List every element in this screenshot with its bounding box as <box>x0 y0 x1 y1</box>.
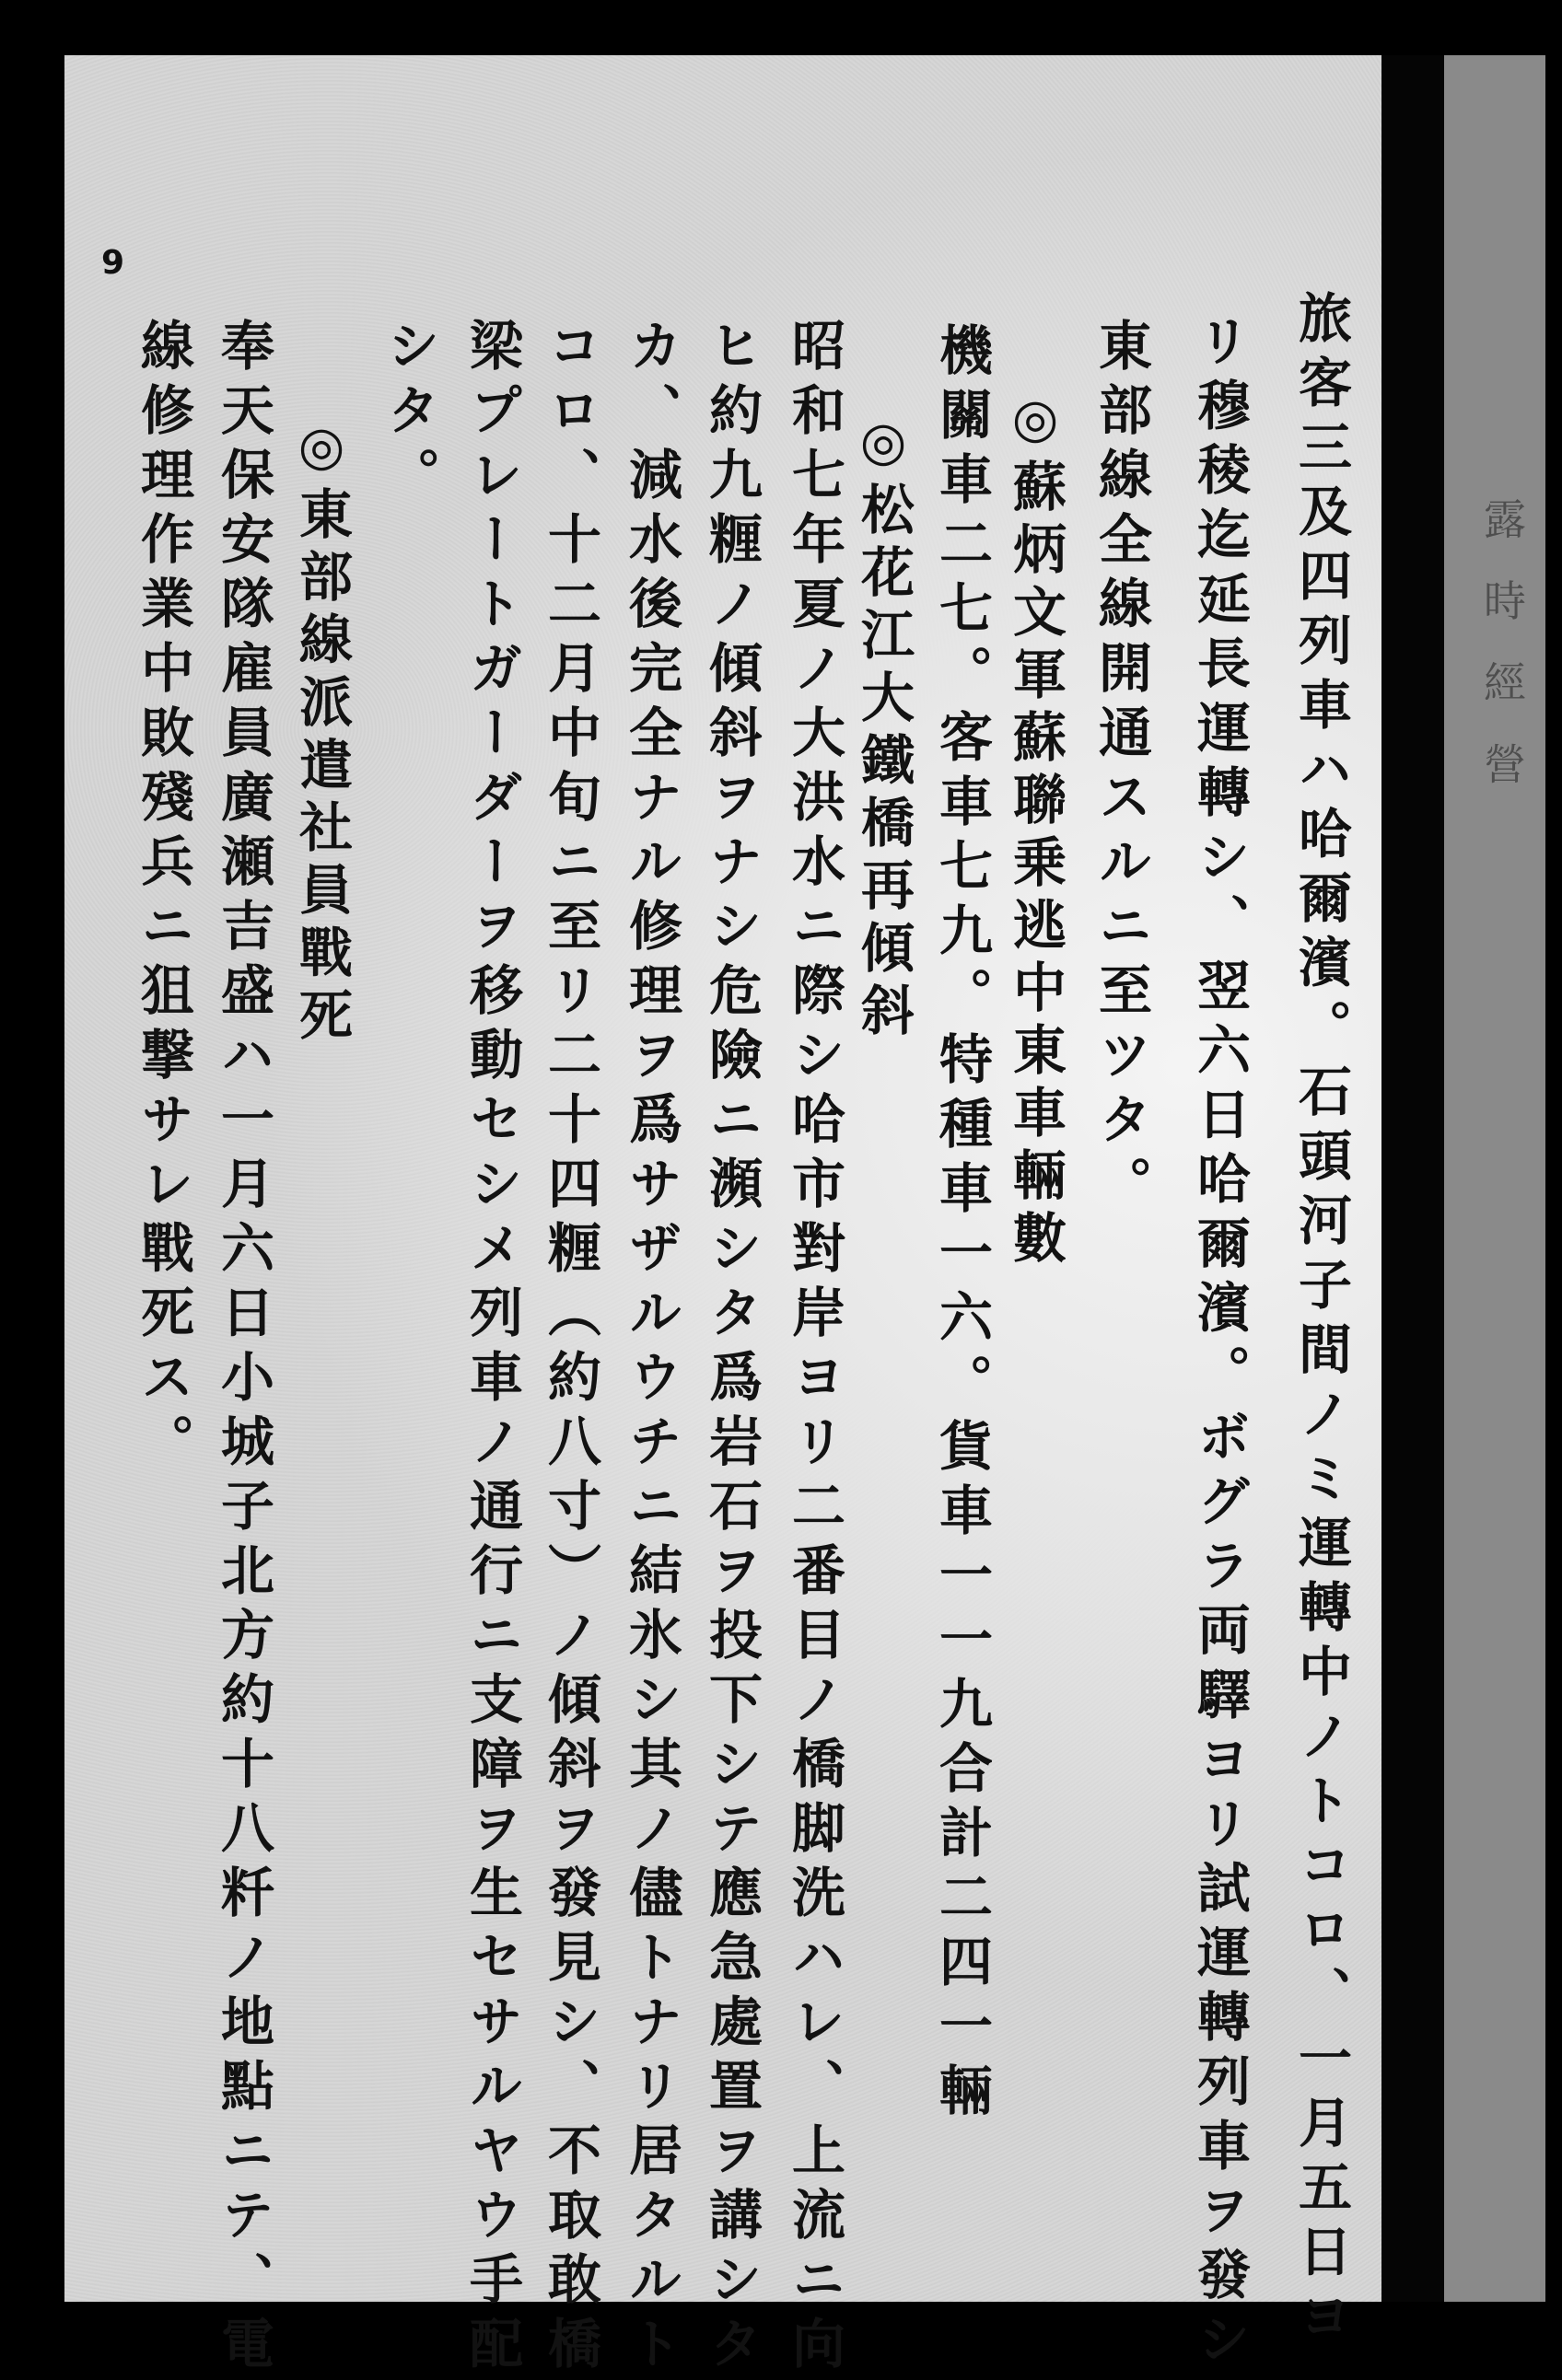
text-line-15: 線修理作業中敗殘兵ニ狙撃サレ戰死ス。 <box>132 318 194 1478</box>
text-line-8: ヒ約九糎ノ傾斜ヲナシ危險ニ瀕シタ爲岩石ヲ投下シテ應急處置ヲ講シタ <box>700 318 763 2380</box>
facing-page-edge <box>1444 55 1545 2302</box>
text-line-5: 機關車二七。客車七九。特種車一六。貨車一一九合計二四一輛 <box>930 322 993 2127</box>
text-line-3: 東部線全線開通スルニ至ツタ。 <box>1090 318 1152 1220</box>
text-line-2: リ穆稜迄延長運轉シ、翌六日哈爾濱。ボグラ両驛ヨリ試運轉列車ヲ發シ <box>1188 313 1251 2375</box>
book-gutter <box>1381 55 1444 2302</box>
text-line-12: シタ。 <box>378 318 440 511</box>
text-line-10: コロ、十二月中旬ニ至リ二十四糎（約八寸）ノ傾斜ヲ發見シ、不取敢橋 <box>539 318 601 2380</box>
section-heading-2: ◎松花江大鐵橋再傾斜 <box>852 410 915 1045</box>
section-heading-3: ◎東部線派遣社員戰死 <box>290 414 353 1050</box>
text-line-11: 梁プレートガーダーヲ移動セシメ列車ノ通行ニ支障ヲ生セサルヤウ手配 <box>460 318 523 2380</box>
section-heading-1: ◎蘇炳文軍蘇聯乗逃中東車輛數 <box>1004 387 1067 1272</box>
page-number: 9 <box>101 244 125 282</box>
running-head: 露 時 經 營 <box>1477 497 1527 797</box>
text-line-7: 昭和七年夏ノ大洪水ニ際シ哈市對岸ヨリ二番目ノ橋脚洗ハレ、上流ニ向 <box>783 318 845 2380</box>
text-line-1: 旅客三及四列車ハ哈爾濱。石頭河子間ノミ運轉中ノトコロ、一月五日ヨ <box>1289 290 1352 2352</box>
text-line-14: 奉天保安隊雇員廣瀬吉盛ハ一月六日小城子北方約十八粁ノ地點ニテ、電 <box>212 318 274 2380</box>
text-line-9: カ、減水後完全ナル修理ヲ爲サザルウチニ結氷シ其ノ儘トナリ居タルト <box>620 318 682 2380</box>
